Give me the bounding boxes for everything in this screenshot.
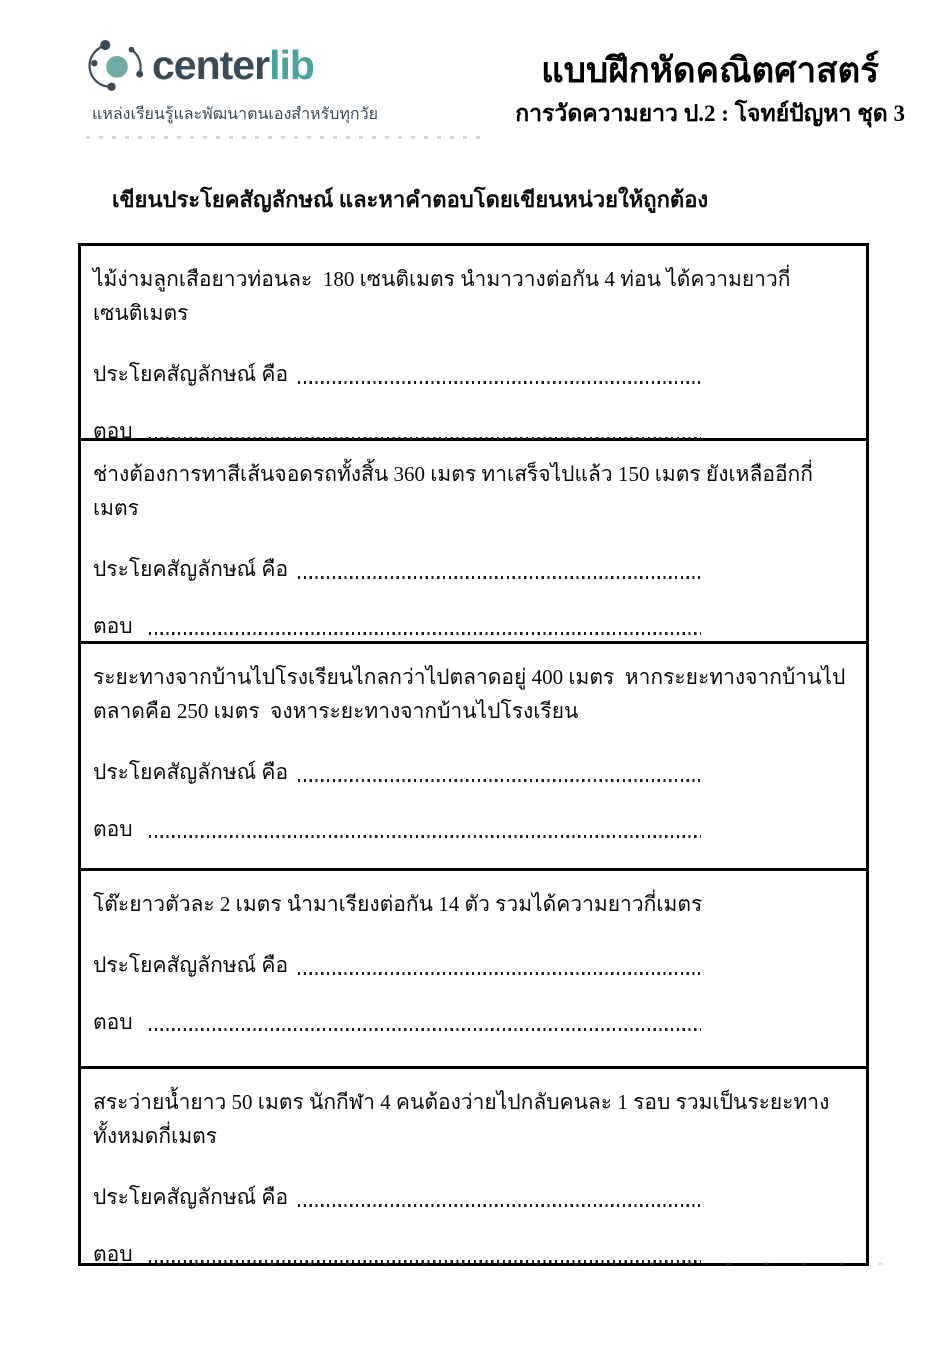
symbolic-sentence-label: ประโยคสัญลักษณ์ คือ — [93, 1185, 289, 1210]
worksheet-instruction: เขียนประโยคสัญลักษณ์ และหาคำตอบโดยเขียนหน่วยให้ถูกต้อง — [112, 187, 709, 212]
question-row — [81, 1066, 866, 1266]
answer-blank — [149, 1028, 701, 1031]
symbolic-sentence-label: ประโยคสัญลักษณ์ คือ — [93, 557, 289, 582]
brand-tagline: แหล่งเรียนรู้และพัฒนาตนเองสำหรับทุกวัย — [92, 106, 378, 123]
brand-center: center — [152, 41, 270, 88]
symbolic-sentence-line — [93, 358, 852, 392]
document-subtitle: การวัดความยาว ป.2 : โจทย์ปัญหา ชุด 3 — [515, 101, 905, 126]
question-table — [78, 243, 869, 1266]
cropped-text-artifact-top — [86, 136, 482, 139]
centerlib-orbit-icon — [88, 36, 146, 94]
symbolic-sentence-label: ประโยคสัญลักษณ์ คือ — [93, 953, 289, 978]
answer-label: ตอบ — [93, 1241, 133, 1266]
question-row — [81, 438, 866, 641]
symbolic-sentence-line — [93, 756, 852, 790]
symbolic-sentence-blank — [298, 1204, 700, 1207]
answer-line — [93, 1006, 852, 1040]
question-text: โต๊ะยาวตัวละ 2 เมตร นำมาเรียงต่อกัน 14 ตัว รวมได้ความยาวกี่เมตร — [93, 892, 703, 916]
symbolic-sentence-line — [93, 1181, 852, 1215]
document-title: แบบฝึกหัดคณิตศาสตร์ — [541, 51, 880, 90]
answer-label: ตอบ — [93, 418, 133, 443]
cropped-text-artifact-bottom — [118, 1262, 890, 1265]
answer-label: ตอบ — [93, 816, 133, 841]
question-text: ไม้ง่ามลูกเสือยาวท่อนละ 180 เซนติเมตร นำมาวางต่อกัน 4 ท่อน ได้ความยาวกี่เซนติเมตร — [93, 267, 791, 326]
symbolic-sentence-blank — [298, 779, 700, 782]
brand-wordmark — [152, 41, 314, 88]
symbolic-sentence-blank — [298, 576, 700, 579]
answer-line — [93, 1238, 852, 1272]
logo-row — [88, 36, 378, 94]
answer-line — [93, 813, 852, 847]
symbolic-sentence-blank — [298, 381, 700, 384]
symbolic-sentence-line — [93, 949, 852, 983]
answer-line — [93, 610, 852, 644]
answer-label: ตอบ — [93, 1009, 133, 1034]
question-text: ระยะทางจากบ้านไปโรงเรียนไกลกว่าไปตลาดอยู่ 400 เมตร หากระยะทางจากบ้านไปตลาดคือ 250 เมตร จงหาระยะทางจากบ้านไปโรงเรียน — [93, 665, 846, 724]
symbolic-sentence-blank — [298, 972, 700, 975]
page-header — [0, 0, 951, 132]
centerlib-logo — [88, 36, 378, 127]
question-row — [81, 641, 866, 868]
question-row — [81, 868, 866, 1066]
answer-blank — [149, 437, 701, 440]
title-block — [515, 50, 905, 132]
brand-lib: lib — [269, 41, 314, 88]
question-text: ช่างต้องการทาสีเส้นจอดรถทั้งสิ้น 360 เมตร ทาเสร็จไปแล้ว 150 เมตร ยังเหลืออีกกี่เมตร — [93, 462, 813, 521]
symbolic-sentence-line — [93, 553, 852, 587]
question-row — [81, 246, 866, 443]
answer-label: ตอบ — [93, 613, 133, 638]
question-text: สระว่ายน้ำยาว 50 เมตร นักกีฬา 4 คนต้องว่ายไปกลับคนละ 1 รอบ รวมเป็นระยะทางทั้งหมดกี่เมตร — [93, 1090, 830, 1149]
symbolic-sentence-label: ประโยคสัญลักษณ์ คือ — [93, 362, 289, 387]
answer-blank — [149, 835, 701, 838]
symbolic-sentence-label: ประโยคสัญลักษณ์ คือ — [93, 760, 289, 785]
answer-blank — [149, 632, 701, 635]
